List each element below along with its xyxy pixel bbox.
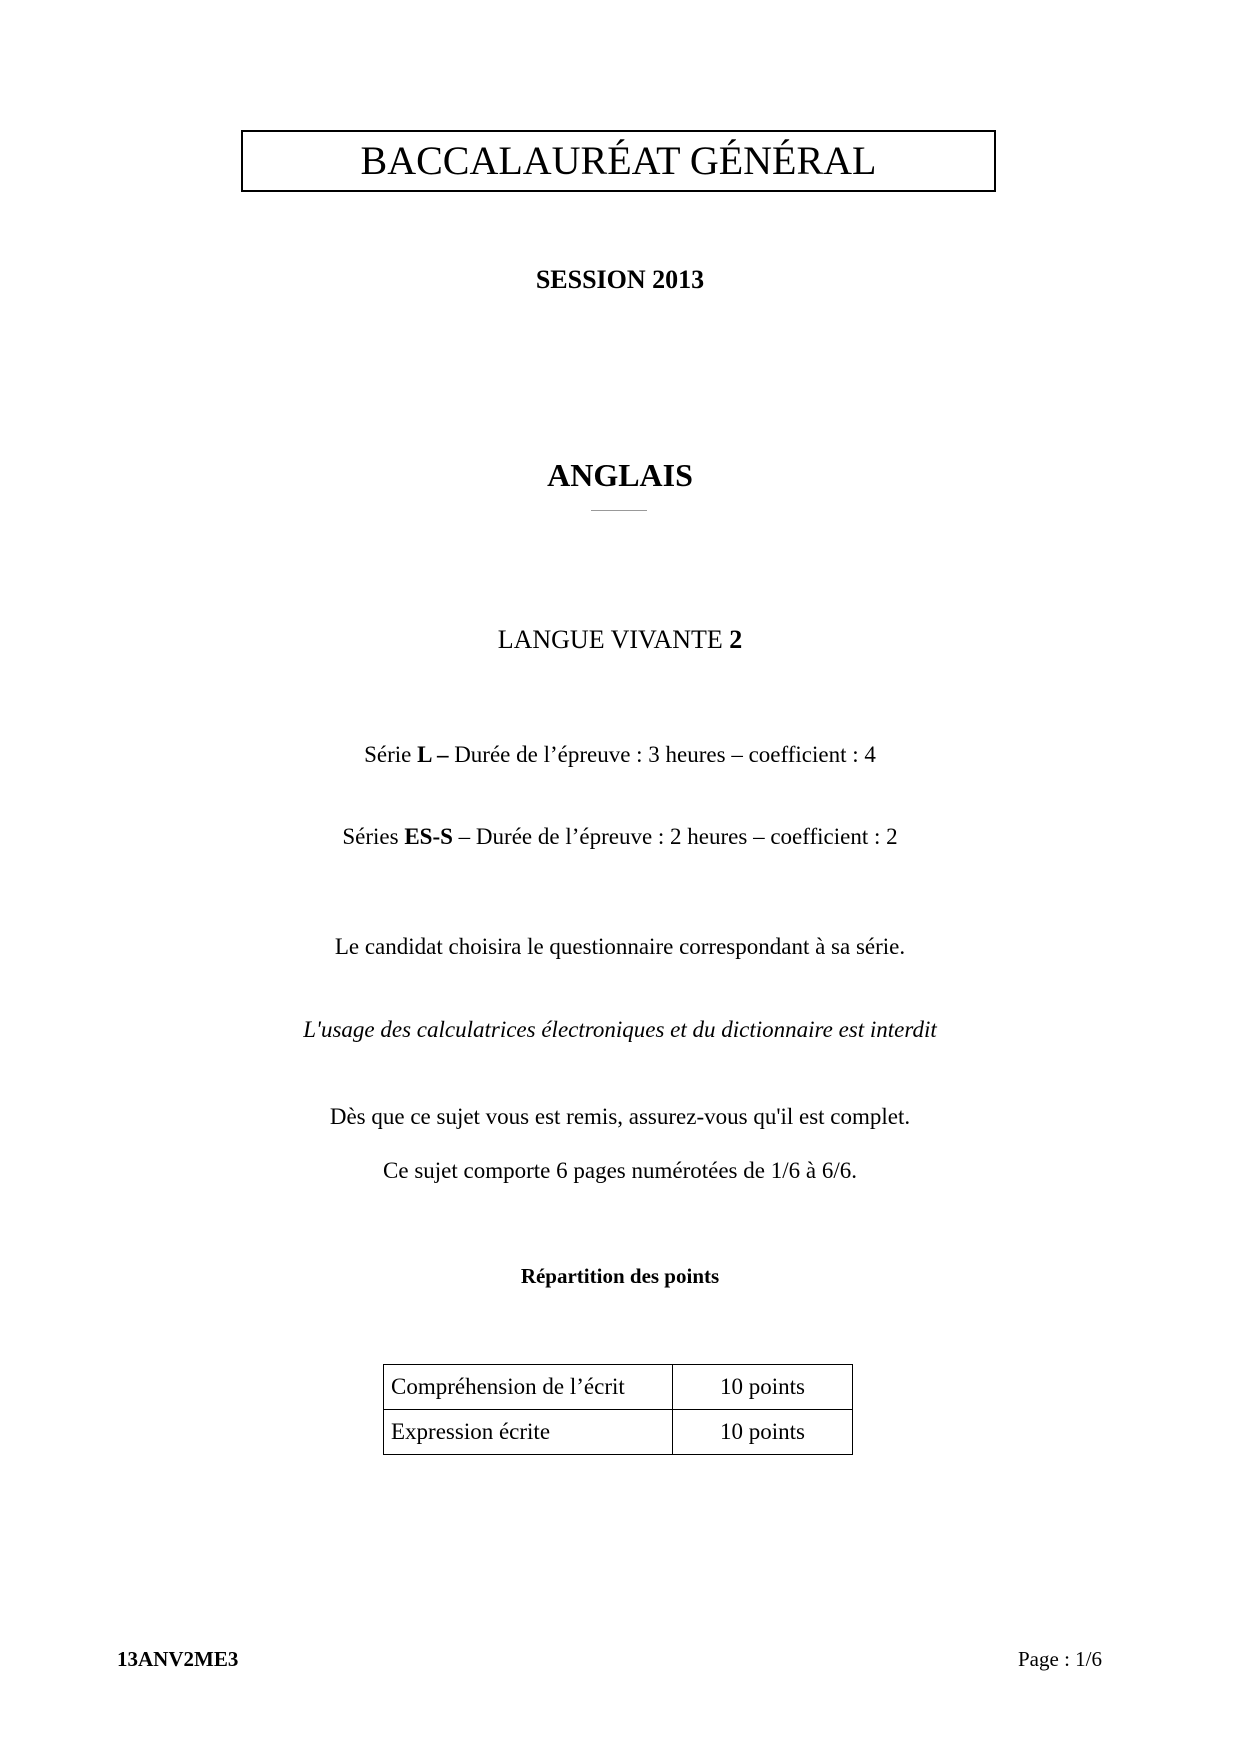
series-ess-details: – Durée de l’épreuve : 2 heures – coefficient : 2 bbox=[452, 824, 898, 849]
completeness-instruction: Dès que ce sujet vous est remis, assurez-vous qu'il est complet. bbox=[329, 1104, 911, 1129]
serie-l-details: Durée de l’épreuve : 3 heures – coefficient : 4 bbox=[448, 742, 876, 767]
page-count-notice: Ce sujet comporte 6 pages numérotées de 1/6 à 6/6. bbox=[383, 1158, 857, 1183]
exam-title bbox=[241, 130, 996, 192]
table-cell-value: 10 points bbox=[673, 1410, 853, 1455]
table-row bbox=[384, 1410, 853, 1455]
series-ess-prefix: Séries bbox=[342, 824, 405, 849]
serie-l-dash: – bbox=[431, 742, 449, 767]
serie-l-code: L bbox=[417, 742, 432, 767]
subject-divider bbox=[591, 510, 647, 511]
footer-page-number: Page : 1/6 bbox=[1018, 1647, 1102, 1671]
langue-vivante bbox=[0, 624, 1240, 656]
exam-title-text: BACCALAURÉAT GÉNÉRAL bbox=[360, 138, 877, 183]
table-row bbox=[384, 1365, 853, 1410]
serie-l-prefix: Série bbox=[364, 742, 418, 767]
calculator-notice: L'usage des calculatrices électroniques et du dictionnaire est interdit bbox=[303, 1017, 937, 1042]
footer-exam-code: 13ANV2ME3 bbox=[117, 1647, 239, 1671]
serie-l-line bbox=[0, 740, 1240, 770]
subject-title: ANGLAIS bbox=[547, 457, 693, 493]
langue-label: LANGUE VIVANTE bbox=[497, 625, 730, 654]
points-table bbox=[383, 1364, 853, 1455]
table-cell-label: Expression écrite bbox=[384, 1410, 673, 1455]
repartition-title: Répartition des points bbox=[520, 1264, 720, 1288]
table-cell-value: 10 points bbox=[673, 1365, 853, 1410]
session-label: SESSION 2013 bbox=[535, 265, 705, 294]
table-cell-label: Compréhension de l’écrit bbox=[384, 1365, 673, 1410]
series-ess-line bbox=[0, 822, 1240, 852]
candidat-instruction: Le candidat choisira le questionnaire correspondant à sa série. bbox=[334, 934, 906, 959]
series-ess-code: ES-S bbox=[404, 824, 453, 849]
langue-number: 2 bbox=[729, 625, 743, 654]
